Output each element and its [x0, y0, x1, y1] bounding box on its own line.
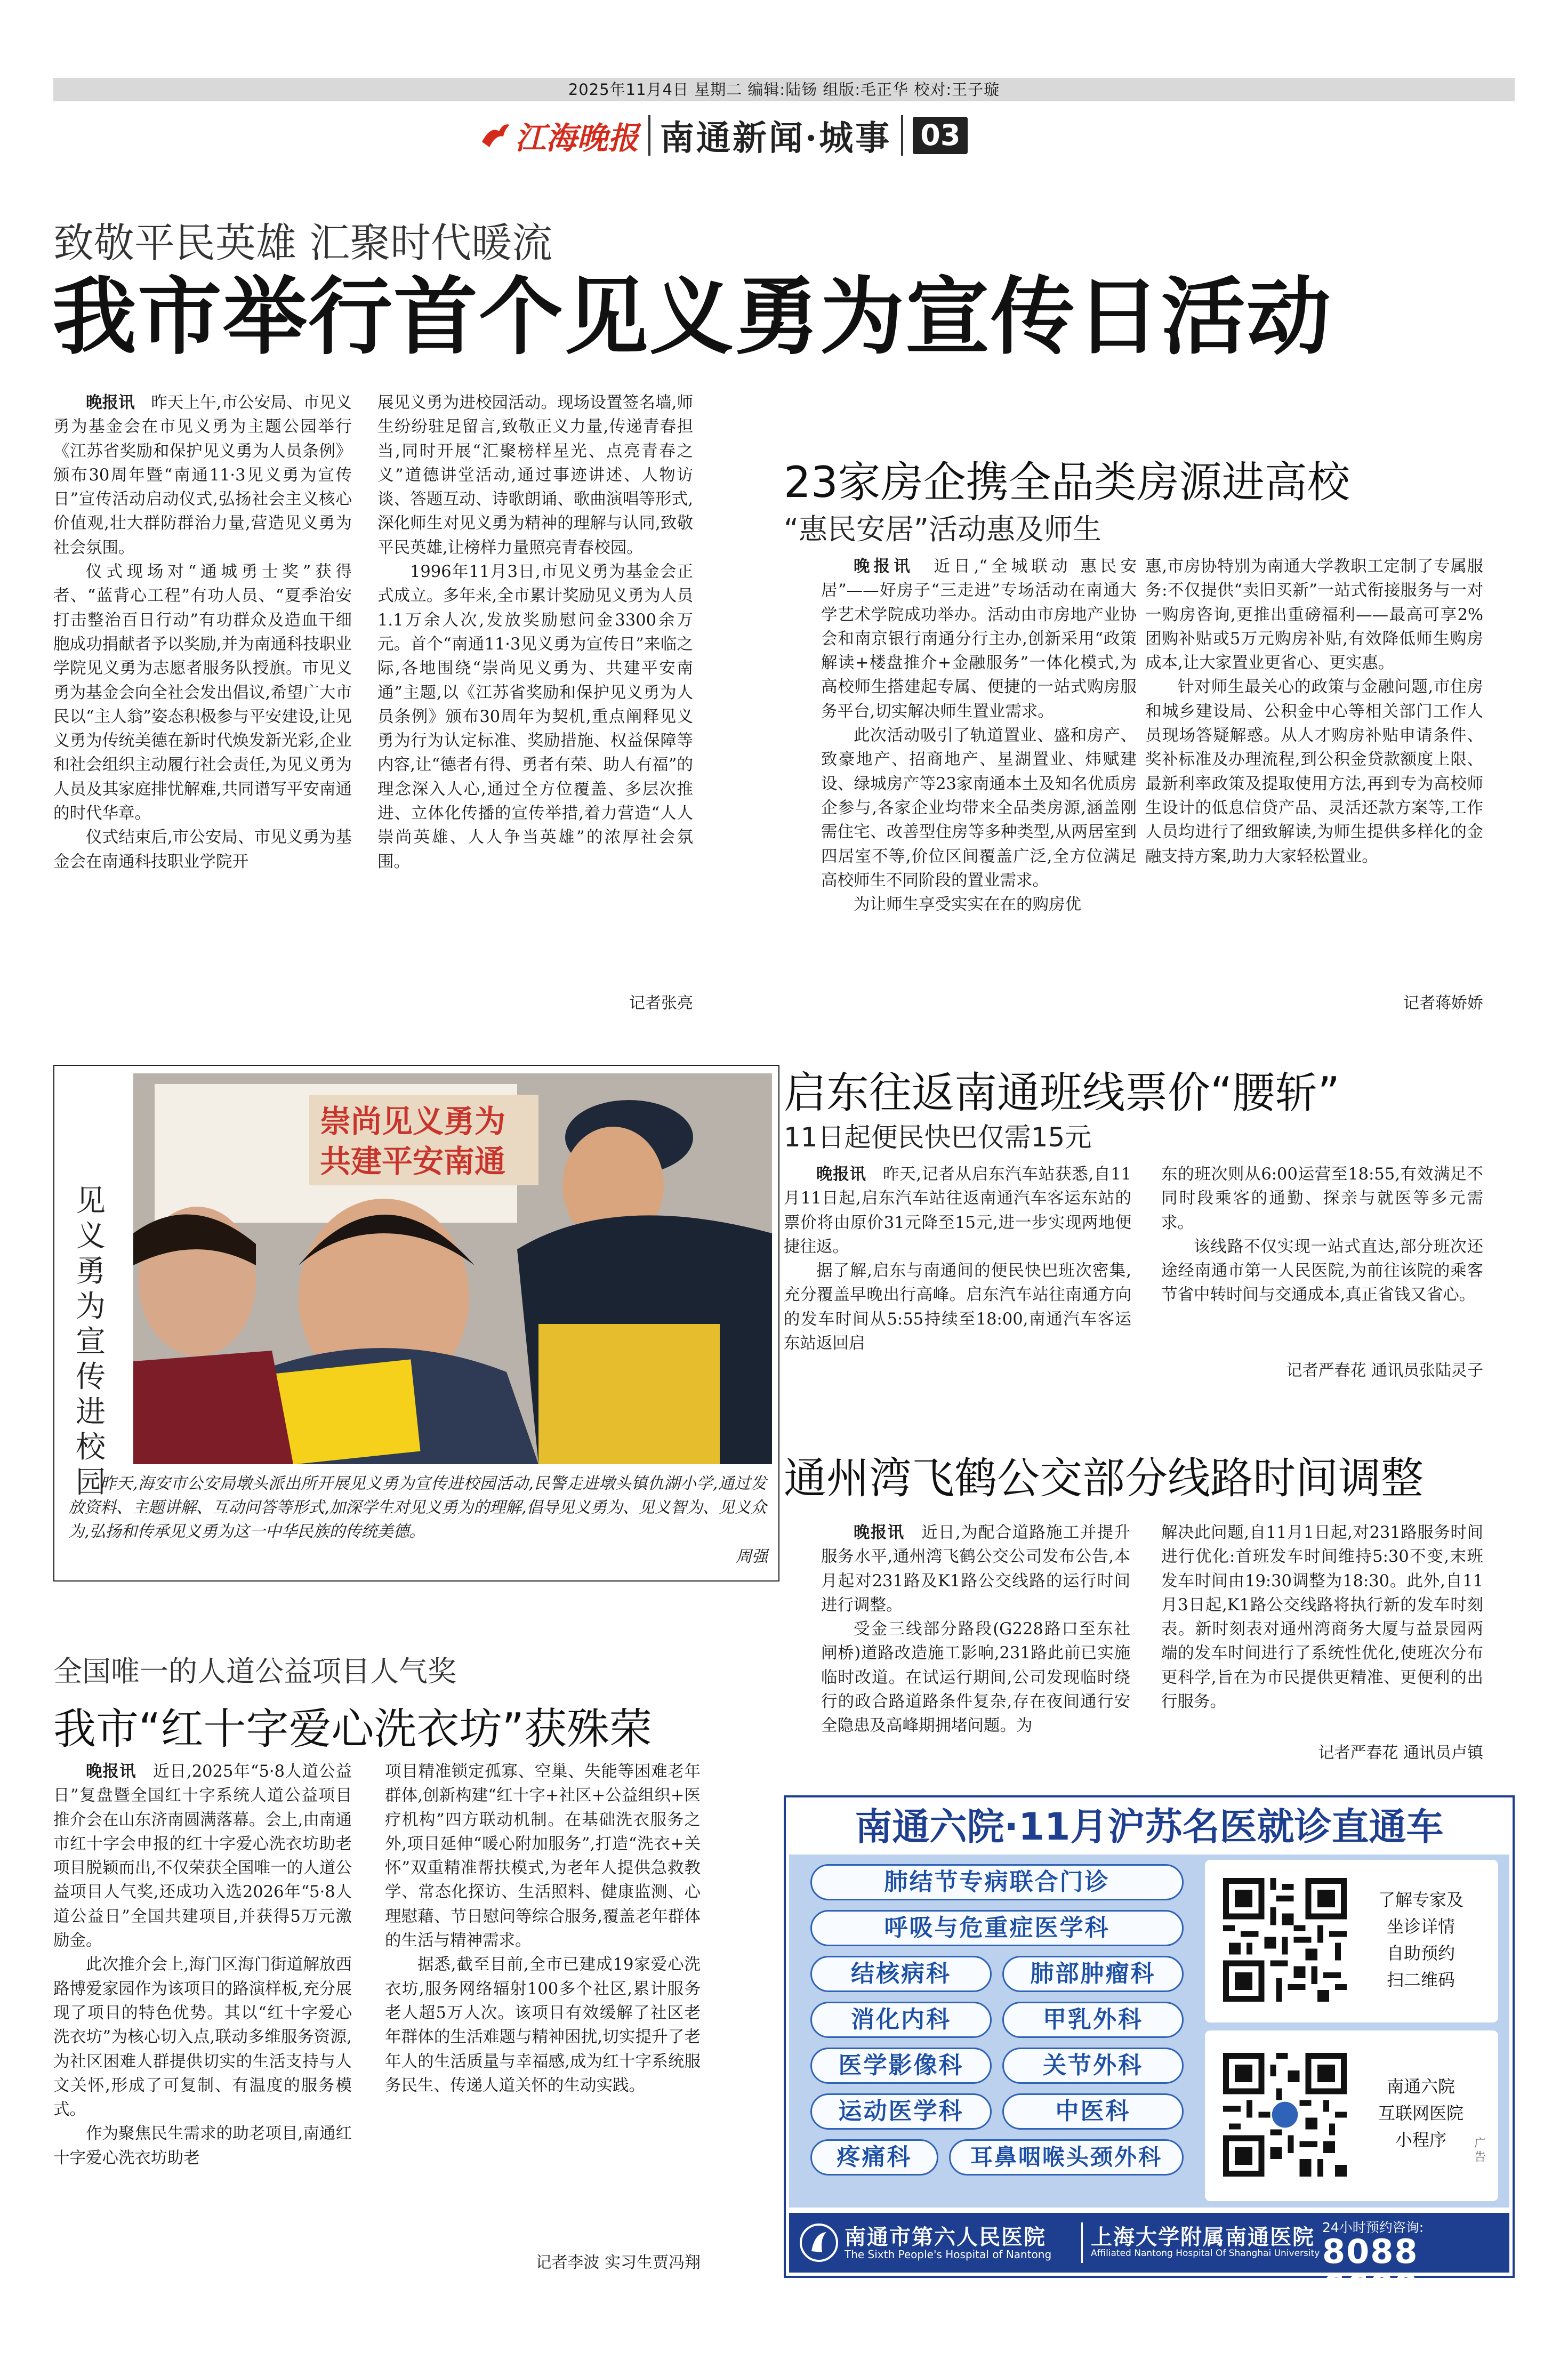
- department-item: 医学影像科: [810, 2048, 992, 2084]
- tongzhou-byline: 记者严春花 通讯员卢镇: [1318, 1744, 1483, 1762]
- department-item: 肺结节专病联合门诊: [810, 1864, 1184, 1900]
- paragraph-text: 近日,“全城联动 惠民安居”——好房子“三走进”专场活动在南通大学艺术学院成功举办。活动由市房地产业协会和南京银行南通分行主办,创新采用“政策解读+楼盘推介+金融服务”一体化模式,为高校师生搭建起专属、便捷的一站式购房服务平台,切实解决师生置业需求。: [821, 557, 1137, 721]
- laundry-kicker: 全国唯一的人道公益项目人气奖: [53, 1655, 456, 1688]
- qr-code-icon[interactable]: [1221, 1876, 1349, 2004]
- hospital-name-cn: 南通市第六人民医院: [845, 2225, 1046, 2250]
- laundry-col-2: [385, 1760, 701, 2098]
- ad-side-tag: 广告: [1474, 2137, 1486, 2164]
- department-item: 甲乳外科: [1002, 2002, 1184, 2038]
- article-paragraph: [53, 1760, 352, 1953]
- hospital2-name-en: Affiliated Nantong Hospital Of Shanghai University: [1091, 2248, 1320, 2259]
- department-item: 呼吸与危重症医学科: [810, 1910, 1184, 1946]
- department-item: 中医科: [1002, 2093, 1184, 2130]
- ad-panel: [789, 1855, 1509, 2208]
- paragraph-text: 此次推介会上,海门区海门街道解放西路博爱家园作为该项目的路演样板,充分展现了项目的特色优势。其以“红十字爱心洗衣坊”为核心切入点,联动多维服务资源,为社区困难人群提供切实的生活支持与人文关怀,形成了可复制、有温度的服务模式。: [53, 1955, 352, 2120]
- article-paragraph: [821, 893, 1137, 917]
- paragraph-text: 此次活动吸引了轨道置业、盛和房产、致豪地产、招商地产、星湖置业、炜赋建设、绿城房产等23家南通本土及知名优质房企参与,各家企业均带来全品类房源,涵盖刚需住宅、改善型住房等多种类型,从两居室到四居室不等,价位区间覆盖广泛,全方位满足高校师生不同阶段的置业需求。: [821, 726, 1137, 890]
- housing-headline: 23家房企携全品类房源进高校: [784, 457, 1350, 507]
- bus-subhead: 11日起便民快巴仅需15元: [784, 1122, 1092, 1153]
- paper-name: 江海晚报: [515, 120, 639, 156]
- department-item: 疼痛科: [810, 2139, 938, 2176]
- laundry-headline: 我市“红十字爱心洗衣坊”获殊荣: [53, 1704, 652, 1754]
- article-paragraph: [821, 1617, 1130, 1738]
- article-paragraph: [53, 391, 352, 560]
- paper-logo: [480, 113, 639, 158]
- paragraph-text: 为让师生享受实实在在的购房优: [854, 895, 1081, 914]
- paragraph-text: 1996年11月3日,市见义勇为基金会正式成立。多年来,全市累计奖励见义勇为人员1.1万余人次,发放奖励慰问金3300余万元。首个“南通11·3见义勇为宣传日”来临之际,各地围绕“崇尚见义勇为、共建平安南通”主题,以《江苏省奖励和保护见义勇为人员条例》颁布30周年为契机,重点阐释见义勇为行为认定标准、奖励措施、权益保障等内容,让“德者有得、勇者有荣、助人有福”的理念深入人心,通过全方位覆盖、多层次推进、立体化传播的宣传举措,着力营造“人人崇尚英雄、人人争当英雄”的浓厚社会氛围。: [377, 563, 693, 871]
- article-paragraph: [53, 2122, 352, 2170]
- photo-credit: 周强: [736, 1547, 768, 1566]
- housing-col-2: [1145, 555, 1483, 869]
- paragraph-text: 近日,为配合道路施工并提升服务水平,通州湾飞鹤公交公司发布公告,本月起对231路及K1路公交线路的运行时间进行调整。: [821, 1523, 1131, 1615]
- lead-col-2: [377, 391, 693, 874]
- qr-card-1: [1205, 1860, 1498, 2022]
- paragraph-text: 受金三线部分路段(G228路口至东社闸桥)道路改造施工影响,231路此前已实施临时改道。在试运行期间,公司发现临时绕行的政合路道路条件复杂,存在夜间通行安全隐患及高峰期拥堵问题。为: [821, 1620, 1130, 1736]
- ad-footer: [789, 2213, 1509, 2306]
- housing-subhead: “惠民安居”活动惠及师生: [784, 512, 1101, 546]
- paragraph-text: 据了解,启东与南通间的便民快巴班次密集,充分覆盖早晚出行高峰。启东汽车站往南通方向的发车时间从5:55持续至18:00,南通汽车客运东站返回启: [784, 1262, 1131, 1353]
- paragraph-text: 据悉,截至目前,全市已建成19家爱心洗衣坊,服务网络辐射100多个社区,累计服务老人超5万人次。该项目有效缓解了社区老年群体的生活难题与精神困扰,切实提升了老年人的生活质量与幸福感,成为红十字系统服务民生、传递人道关怀的生动实践。: [385, 1955, 701, 2095]
- news-photo-illustration: [133, 1073, 772, 1464]
- qr1-line: 坐诊详情: [1386, 1916, 1455, 1937]
- qr2-caption: [1365, 2073, 1477, 2153]
- bus-col-1: [784, 1162, 1131, 1355]
- article-paragraph: [377, 560, 693, 874]
- masthead-divider: [901, 115, 903, 156]
- article-paragraph: [53, 1953, 352, 2122]
- paragraph-text: 仪式结束后,市公安局、市见义勇为基金会在南通科技职业学院开: [53, 828, 352, 871]
- ad-title: 南通六院·11月沪苏名医就诊直通车: [855, 1805, 1444, 1849]
- article-paragraph: [784, 1259, 1131, 1355]
- article-paragraph: [377, 391, 693, 560]
- paragraph-text: 仪式现场对“通城勇士奖”获得者、“蓝背心工程”有功人员、“夏季治安打击整治百日行动”有功群众及造血干细胞成功捐献者予以奖励,并为南通科技职业学院见义勇为志愿者服务队授旗。市见义勇为基金会向全社会发出倡议,希望广大市民以“主人翁”姿态积极参与平安建设,让见义勇为传统美德在新时代焕发新光彩,企业和社会组织主动履行社会责任,为见义勇为人员及其家庭排忧解难,共同谱写平安南通的时代华章。: [53, 563, 352, 823]
- department-item: 运动医学科: [810, 2093, 992, 2130]
- department-item: 关节外科: [1002, 2048, 1184, 2084]
- mini-program-code-icon[interactable]: [1221, 2051, 1349, 2179]
- qr2-line: 小程序: [1395, 2130, 1446, 2150]
- tongzhou-col-1: [821, 1521, 1130, 1738]
- paragraph-text: 东的班次则从6:00运营至18:55,有效满足不同时段乘客的通勤、探亲与就医等多元需求。: [1161, 1165, 1483, 1232]
- photo-story-vertical-title: 见义勇为宣传进校园: [76, 1184, 106, 1500]
- qr1-caption: [1365, 1887, 1477, 1993]
- dateline-tag: 晚报讯: [816, 1165, 866, 1184]
- banner-line-2: 共建平安南通: [320, 1143, 506, 1179]
- article-paragraph: [821, 555, 1137, 724]
- tongzhou-headline: 通州湾飞鹤公交部分线路时间调整: [784, 1454, 1424, 1503]
- section-name: 南通新闻·城事: [660, 118, 892, 158]
- paper-logo-icon: [480, 121, 512, 150]
- paragraph-text: 作为聚焦民生需求的助老项目,南通红十字爱心洗衣坊助老: [53, 2124, 352, 2168]
- article-paragraph: [53, 560, 352, 825]
- qr1-line: 了解专家及: [1378, 1890, 1464, 1910]
- laundry-col-1: [53, 1760, 352, 2170]
- hospital-name-en: The Sixth People's Hospital of Nantong: [845, 2248, 1052, 2261]
- qr1-line: 自助预约: [1386, 1943, 1455, 1963]
- article-paragraph: [1145, 675, 1483, 868]
- photo-caption: [68, 1472, 767, 1544]
- footer-divider: [1081, 2222, 1083, 2263]
- qr-card-2: [1205, 2030, 1498, 2201]
- lead-headline: 我市举行首个见义勇为宣传日活动: [52, 268, 1332, 366]
- masthead-divider: [648, 115, 650, 156]
- article-paragraph: [821, 1521, 1130, 1617]
- bus-headline: 启东往返南通班线票价“腰斩”: [784, 1068, 1340, 1118]
- article-paragraph: [385, 1760, 701, 1953]
- lead-byline: 记者张亮: [629, 994, 693, 1013]
- paragraph-text: 展见义勇为进校园活动。现场设置签名墙,师生纷纷驻足留言,致敬正义力量,传递青春担当,同时开展“汇聚榜样星光、点亮青春之义”道德讲堂活动,通过事迹讲述、人物访谈、答题互动、诗歌朗诵、歌曲演唱等形式,深化师生对见义勇为精神的理解与认同,致敬平民英雄,让榜样力量照亮青春校园。: [377, 394, 693, 557]
- page-number: 03: [913, 117, 968, 154]
- photo-caption-text: 昨天,海安市公安局墩头派出所开展见义勇为宣传进校园活动,民警走进墩头镇仇湖小学,通过发放资料、主题讲解、互动问答等形式,加深学生对见义勇为的理解,倡导见义勇为、见义智为、见义众为,弘扬和传承见义勇为这一中华民族的传统美德。: [68, 1474, 767, 1541]
- hotline-number[interactable]: 8088 6688: [1322, 2232, 1419, 2306]
- qr2-line: 互联网医院: [1378, 2103, 1464, 2123]
- lead-kicker: 致敬平民英雄 汇聚时代暖流: [53, 219, 553, 267]
- department-item: 耳鼻咽喉头颈外科: [949, 2139, 1184, 2176]
- dateline-bar: 2025年11月4日 星期二 编辑:陆钖 组版:毛正华 校对:王子璇: [53, 78, 1515, 101]
- paragraph-text: 惠,市房协特别为南通大学教职工定制了专属服务:不仅提供“卖旧买新”一站式衔接服务与一对一购房咨询,更推出重磅福利——最高可享2%团购补贴或5万元购房补贴,有效降低师生购房成本,让大家置业更省心、更实惠。: [1145, 557, 1483, 673]
- housing-col-1: [821, 555, 1137, 917]
- paragraph-text: 针对师生最关心的政策与金融问题,市住房和城乡建设局、公积金中心等相关部门工作人员现场答疑解惑。从人才购房补贴申请条件、奖补标准及办理流程,到公积金贷款额度上限、最新利率政策及提取使用方法,再到专为高校师生设计的低息信贷产品、灵活还款方案等,工作人员均进行了细致解读,为师生提供多样化的金融支持方案,助力大家轻松置业。: [1145, 678, 1483, 866]
- hotline-label: 24小时预约咨询:: [1322, 2220, 1424, 2235]
- dateline-tag: 晚报讯: [86, 1762, 136, 1781]
- qr2-line: 南通六院: [1386, 2076, 1455, 2097]
- article-paragraph: [784, 1162, 1131, 1259]
- paragraph-text: 昨天上午,市公安局、市见义勇为基金会在市见义勇为主题公园举行《江苏省奖励和保护见义勇为人员条例》颁布30周年暨“南通11·3见义勇为宣传日”宣传活动启动仪式,弘扬社会主义核心价值观,壮大群防群治力量,营造见义勇为社会氛围。: [53, 394, 352, 557]
- dateline-tag: 晚报讯: [854, 1523, 905, 1542]
- article-paragraph: [53, 825, 352, 874]
- bus-byline: 记者严春花 通讯员张陆灵子: [1286, 1361, 1483, 1380]
- paragraph-text: 该线路不仅实现一站式直达,部分班次还途经南通市第一人民医院,为前往该院的乘客节省中转时间与交通成本,真正省钱又省心。: [1161, 1237, 1483, 1305]
- hospital2-name-cn: 上海大学附属南通医院: [1091, 2225, 1315, 2250]
- paragraph-text: 项目精准锁定孤寡、空巢、失能等困难老年群体,创新构建“红十字+社区+公益组织+医疗机构”四方联动机制。在基础洗衣服务之外,项目延伸“暖心附加服务”,打造“洗衣+关怀”双重精准帮扶模式,为老年人提供急救教学、常态化探访、生活照料、健康监测、心理慰藉、节日慰问等综合服务,覆盖老年群体的生活与精神需求。: [385, 1762, 701, 1950]
- department-item: 消化内科: [810, 2002, 992, 2038]
- article-paragraph: [385, 1953, 701, 2098]
- lead-col-1: [53, 391, 352, 874]
- department-item: 结核病科: [810, 1956, 992, 1992]
- dateline-tag: 晚报讯: [854, 557, 914, 576]
- article-paragraph: [1161, 1162, 1483, 1235]
- paragraph-text: 昨天,记者从启东汽车站获悉,自11月11日起,启东汽车站往返南通汽车客运东站的票价将由原价31元降至15元,进一步实现两地便捷往返。: [784, 1165, 1132, 1256]
- article-paragraph: [1161, 1235, 1483, 1307]
- article-paragraph: [1161, 1521, 1483, 1714]
- article-paragraph: [1145, 555, 1483, 675]
- qr1-line: 扫二维码: [1386, 1970, 1455, 1990]
- paragraph-text: 近日,2025年“5·8人道公益日”复盘暨全国红十字系统人道公益项目推介会在山东济南圆满落幕。会上,由南通市红十字会申报的红十字爱心洗衣坊助老项目脱颖而出,不仅荣获全国唯一的人道公益项目人气奖,还成功入选2026年“5·8人道公益日”全国共建项目,并获得5万元激励金。: [53, 1762, 352, 1950]
- department-item: 肺部肿瘤科: [1002, 1956, 1184, 1992]
- tongzhou-col-2: [1161, 1521, 1483, 1714]
- dateline-tag: 晚报讯: [86, 394, 135, 412]
- banner-line-1: 崇尚见义勇为: [320, 1103, 506, 1139]
- housing-byline: 记者蒋娇娇: [1403, 994, 1483, 1013]
- bus-col-2: [1161, 1162, 1483, 1307]
- paragraph-text: 解决此问题,自11月1日起,对231路服务时间进行优化:首班发车时间维持5:30不变,末班发车时间由19:30调整为18:30。此外,自11月3日起,K1路公交线路将执行新的发车时刻表。新时刻表对通州湾商务大厦与益景园两端的发车时间进行了系统性优化,使班次分布更科学,旨在为市民提供更精准、更便利的出行服务。: [1161, 1523, 1483, 1712]
- article-paragraph: [821, 724, 1137, 893]
- hospital-logo-icon: [799, 2222, 839, 2263]
- laundry-byline: 记者李波 实习生贾冯翔: [535, 2253, 701, 2272]
- masthead: [480, 111, 968, 160]
- news-photo: [133, 1073, 772, 1464]
